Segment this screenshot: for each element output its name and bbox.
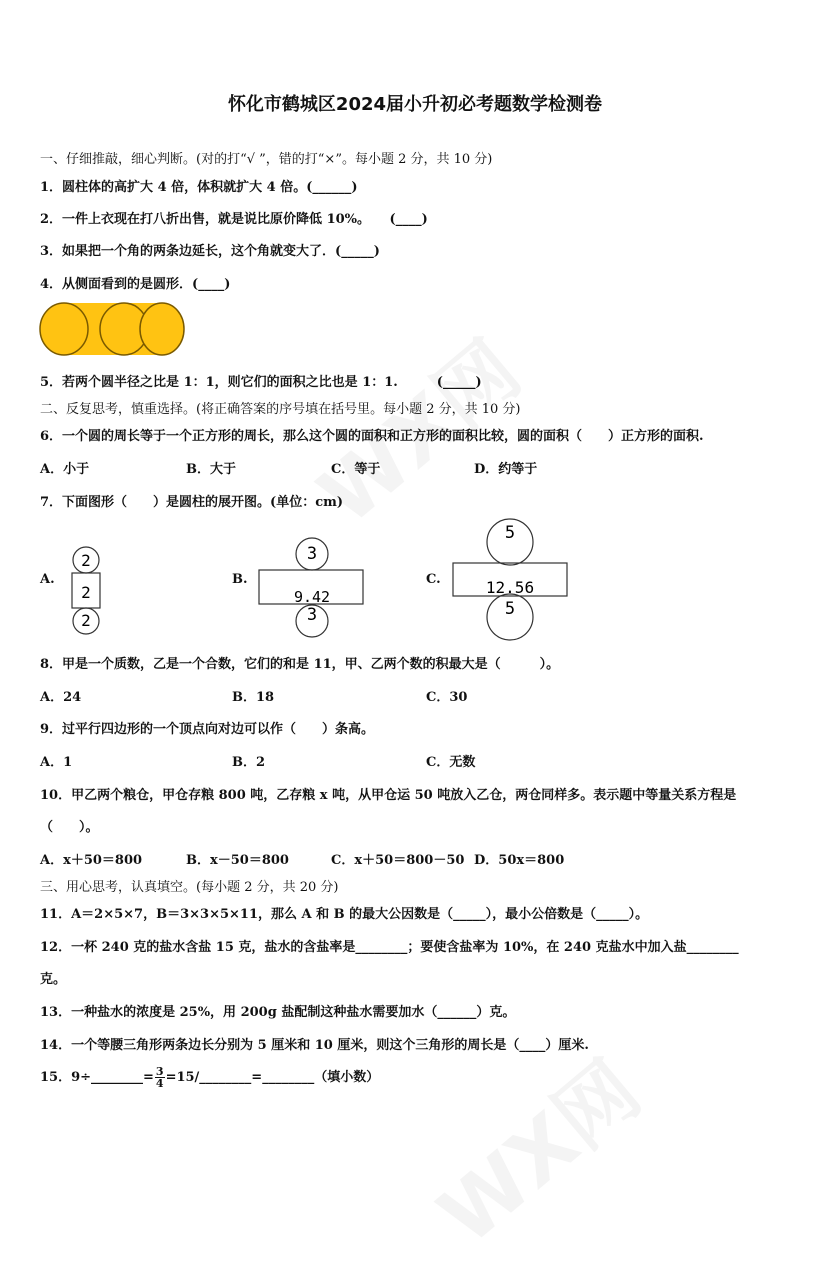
q9-option-a: A．1 (40, 755, 73, 770)
question-1: 1．圆柱体的高扩大 4 倍，体积就扩大 4 倍。(______) (40, 180, 358, 195)
q10-option-a: A．x＋50＝800 (40, 853, 143, 868)
fig-b-middle-label: 9.42 (293, 588, 331, 606)
question-8-stem: 8．甲是一个质数，乙是一个合数，它们的和是 11，甲、乙两个数的积最大是（ ）。 (40, 657, 560, 672)
question-12-cont: 克。 (40, 972, 67, 987)
watermark (410, 1030, 660, 1265)
section2-heading: 二、反复思考，慎重选择。(将正确答案的序号填在括号里。每小题 2 分，共 10 分) (40, 402, 521, 417)
fig-c-middle-label: 12.56 (485, 578, 535, 597)
fig-a-top-label: 2 (81, 551, 91, 570)
cylinder-left-end (40, 303, 88, 355)
question-11: 11．A＝2×5×7，B＝3×3×5×11，那么 A 和 B 的最大公因数是（_____），最小公倍数是（_____）。 (40, 907, 649, 922)
fig-a-bottom-label: 2 (81, 611, 91, 630)
q8-option-a: A．24 (40, 690, 82, 705)
section1-heading: 一、仔细推敲，细心判断。(对的打“√ ”，错的打“×”。每小题 2 分，共 10 分) (40, 152, 493, 167)
question-6-stem: 6．一个圆的周长等于一个正方形的周长，那么这个圆的面积和正方形的面积比较，圆的面积（ ）正方形的面积. (40, 429, 704, 444)
q10-option-b: B．x－50＝800 (186, 853, 289, 868)
q7-option-b-label: B. (232, 572, 248, 587)
section3-heading: 三、用心思考，认真填空。(每小题 2 分，共 20 分) (40, 880, 339, 895)
question-14: 14．一个等腰三角形两条边长分别为 5 厘米和 10 厘米，则这个三角形的周长是（____）厘米. (40, 1038, 589, 1053)
q8-option-c: C．30 (426, 690, 468, 705)
q15-numerator: 3 (155, 1065, 164, 1078)
q7-option-a-label: A. (40, 572, 55, 587)
fig-c-top-label: 5 (504, 523, 516, 543)
q7-figure-b (256, 537, 366, 641)
q6-option-c: C．等于 (331, 462, 381, 477)
question-2: 2．一件上衣现在打八折出售，就是说比原价降低 10%。 (____) (40, 212, 428, 227)
q6-option-d: D．约等于 (474, 462, 538, 477)
question-4: 4．从侧面看到的是圆形．(____) (40, 277, 231, 292)
fig-c-bottom-label: 5 (504, 599, 516, 619)
question-9-stem: 9．过平行四边形的一个顶点向对边可以作（ ）条高。 (40, 722, 375, 737)
q6-option-b: B．大于 (186, 462, 236, 477)
fig-b-top-label: 3 (306, 544, 318, 564)
cylinder-right-end (140, 303, 184, 355)
fig-a-middle-label: 2 (81, 583, 91, 602)
question-13: 13．一种盐水的浓度是 25%，用 200g 盐配制这种盐水需要加水（______）克。 (40, 1005, 516, 1020)
question-5: 5．若两个圆半径之比是 1：1，则它们的面积之比也是 1：1. (_____) (40, 375, 482, 390)
q6-option-a: A．小于 (40, 462, 90, 477)
q7-figure-a (66, 546, 106, 640)
q10-option-d: D．50x＝800 (474, 853, 565, 868)
page-title: 怀化市鹤城区2024届小升初必考题数学检测卷 (227, 94, 603, 115)
q15-after: =15/________=________（填小数） (165, 1070, 380, 1085)
q9-option-c: C．无数 (426, 755, 476, 770)
q10-option-c: C．x＋50＝800－50 (331, 853, 465, 868)
q15-before: 15．9÷________= (40, 1070, 154, 1085)
question-3: 3．如果把一个角的两条边延长，这个角就变大了．(_____) (40, 244, 380, 259)
question-7-stem: 7．下面图形（ ）是圆柱的展开图。(单位：cm) (40, 495, 344, 510)
q8-option-b: B．18 (232, 690, 275, 705)
q7-figure-c (450, 518, 570, 642)
question-15 (40, 1066, 379, 1089)
q7-option-c-label: C. (426, 572, 441, 587)
cylinder-figure (38, 300, 190, 360)
question-12: 12．一杯 240 克的盐水含盐 15 克，盐水的含盐率是________；要使含盐率为 10%，在 240 克盐水中加入盐________ (40, 940, 739, 955)
q9-option-b: B．2 (232, 755, 266, 770)
question-10-stem: 10．甲乙两个粮仓，甲仓存粮 800 吨，乙存粮 x 吨，从甲仓运 50 吨放入乙仓，两仓同样多。表示题中等量关系方程是 (40, 788, 737, 803)
question-10-stem-cont: （ ）。 (40, 820, 99, 835)
q15-denominator: 4 (155, 1077, 164, 1090)
fig-b-bottom-label: 3 (306, 605, 318, 625)
q15-fraction (155, 1066, 165, 1089)
